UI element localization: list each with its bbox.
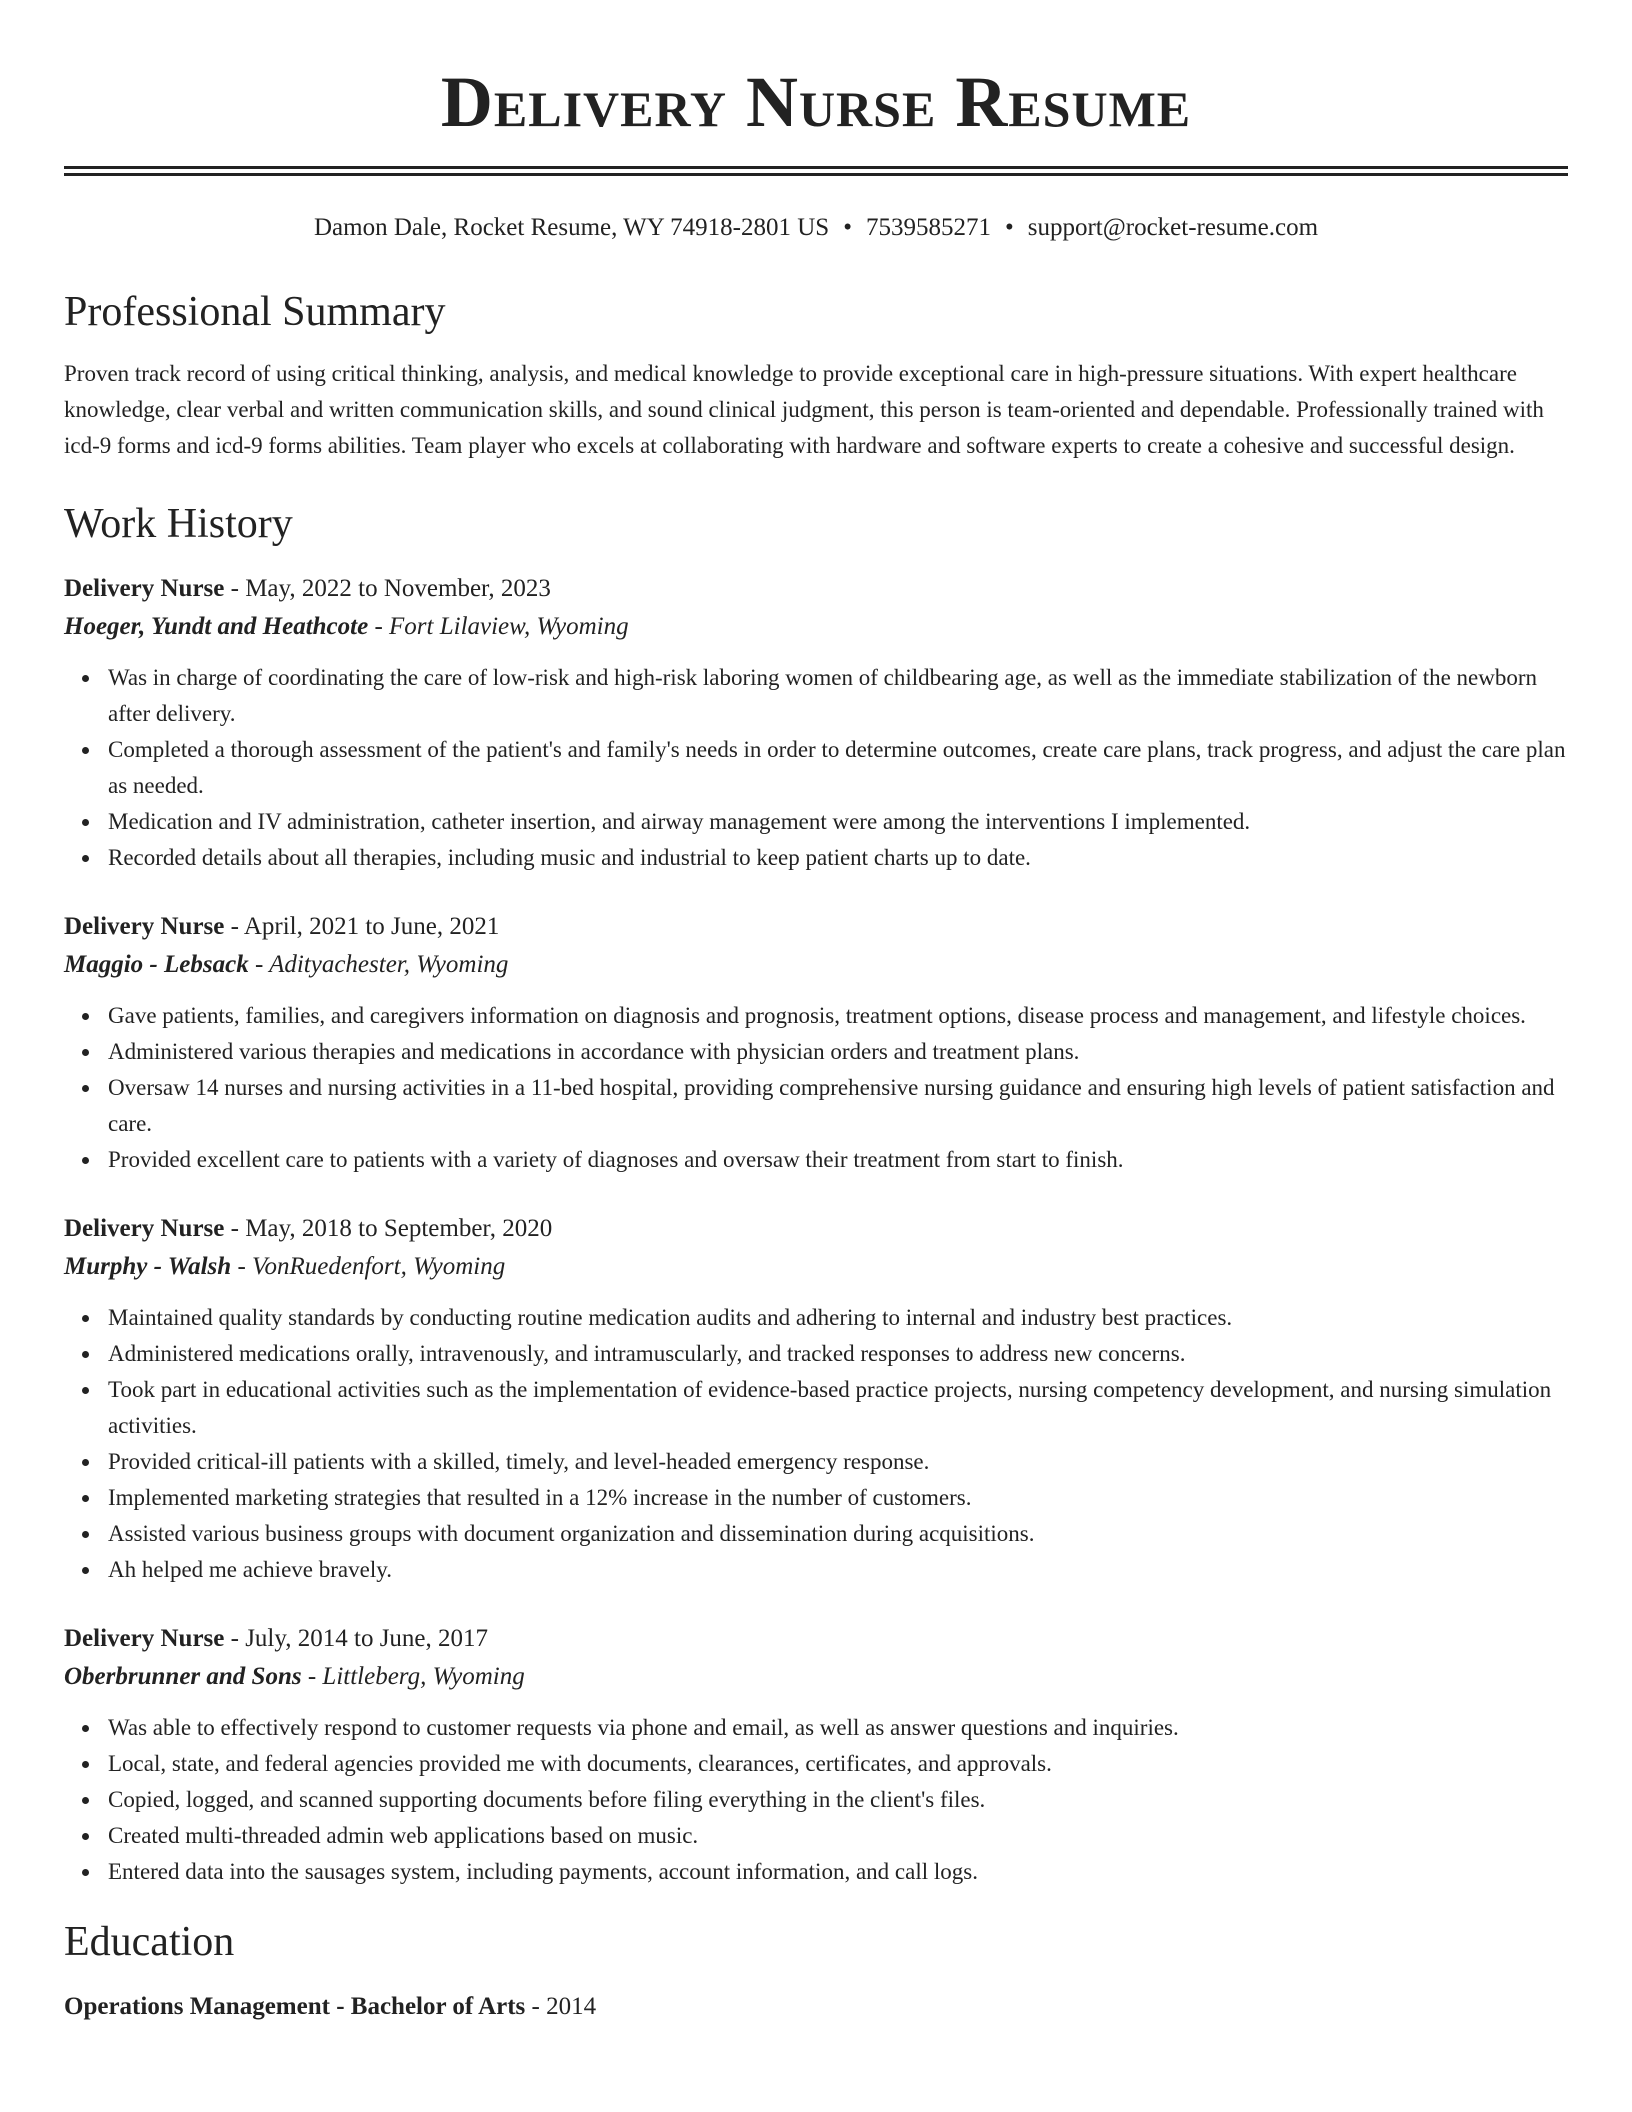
job-entry xyxy=(64,1210,1568,1588)
job-bullet: Assisted various business groups with document organization and dissemination during acquisitions. xyxy=(108,1516,1568,1552)
job-title-line xyxy=(64,1620,1568,1658)
contact-line xyxy=(64,212,1568,244)
job-company: Maggio - Lebsack xyxy=(64,951,249,978)
job-bullet: Provided excellent care to patients with a variety of diagnoses and oversaw their treatment from start to finish. xyxy=(108,1142,1568,1178)
job-bullet: Copied, logged, and scanned supporting documents before filing everything in the client's files. xyxy=(108,1782,1568,1818)
job-bullet: Oversaw 14 nurses and nursing activities in a 11-bed hospital, providing comprehensive nursing guidance and ensuring high levels of patient satisfaction and care. xyxy=(108,1070,1568,1142)
job-bullet: Was able to effectively respond to customer requests via phone and email, as well as answer questions and inquiries. xyxy=(108,1710,1568,1746)
job-location: - Fort Lilaview, Wyoming xyxy=(368,613,629,640)
job-company: Hoeger, Yundt and Heathcote xyxy=(64,613,369,640)
education-heading: Education xyxy=(64,1919,235,1965)
job-entry xyxy=(64,570,1568,876)
job-bullet: Administered medications orally, intravenously, and intramuscularly, and tracked responses to address new concerns. xyxy=(108,1336,1568,1372)
job-location: - Littleberg, Wyoming xyxy=(301,1663,525,1690)
contact-phone: 7539585271 xyxy=(865,214,991,241)
job-title-line xyxy=(64,570,1568,608)
job-company: Murphy - Walsh xyxy=(64,1253,232,1280)
job-dates: - July, 2014 to June, 2017 xyxy=(224,1625,489,1652)
job-bullet-list xyxy=(64,1710,1568,1890)
job-role: Delivery Nurse xyxy=(64,913,225,940)
job-location: - VonRuedenfort, Wyoming xyxy=(231,1253,506,1280)
job-bullet: Local, state, and federal agencies provided me with documents, clearances, certificates, and approvals. xyxy=(108,1746,1568,1782)
job-bullet: Implemented marketing strategies that resulted in a 12% increase in the number of customers. xyxy=(108,1480,1568,1516)
job-bullet: Entered data into the sausages system, including payments, account information, and call logs. xyxy=(108,1854,1568,1890)
job-dates: - May, 2018 to September, 2020 xyxy=(224,1215,553,1242)
contact-address: Damon Dale, Rocket Resume, WY 74918-2801 US xyxy=(313,214,830,241)
job-title-line xyxy=(64,908,1568,946)
job-entry xyxy=(64,908,1568,1178)
job-location: - Adityachester, Wyoming xyxy=(248,951,509,978)
job-bullet: Ah helped me achieve bravely. xyxy=(108,1552,1568,1588)
work-history-heading: Work History xyxy=(64,501,293,547)
job-dates: - April, 2021 to June, 2021 xyxy=(224,913,500,940)
title-divider xyxy=(64,166,1568,176)
job-bullet: Maintained quality standards by conducting routine medication audits and adhering to internal and industry best practices. xyxy=(108,1300,1568,1336)
job-company: Oberbrunner and Sons xyxy=(64,1663,302,1690)
education-year: - 2014 xyxy=(525,1993,597,2020)
job-bullet: Was in charge of coordinating the care of low-risk and high-risk laboring women of childbearing age, as well as the immediate stabilization of the newborn after delivery. xyxy=(108,660,1568,732)
contact-separator: • xyxy=(1004,214,1014,241)
job-bullet: Gave patients, families, and caregivers information on diagnosis and prognosis, treatment options, disease process and management, and lifestyle choices. xyxy=(108,998,1568,1034)
job-employer-line xyxy=(64,1248,1568,1286)
job-role: Delivery Nurse xyxy=(64,1215,225,1242)
job-bullet-list xyxy=(64,1300,1568,1588)
education-entry xyxy=(64,1988,1568,2026)
job-employer-line xyxy=(64,608,1568,646)
job-bullet: Took part in educational activities such as the implementation of evidence-based practice projects, nursing competency development, and nursing simulation activities. xyxy=(108,1372,1568,1444)
contact-email: support@rocket-resume.com xyxy=(1027,214,1319,241)
job-bullet: Administered various therapies and medications in accordance with physician orders and treatment plans. xyxy=(108,1034,1568,1070)
job-entry xyxy=(64,1620,1568,1890)
contact-separator: • xyxy=(843,214,852,241)
job-bullet-list xyxy=(64,660,1568,876)
job-bullet: Medication and IV administration, catheter insertion, and airway management were among the interventions I implemented. xyxy=(108,804,1568,840)
job-bullet: Provided critical-ill patients with a skilled, timely, and level-headed emergency response. xyxy=(108,1444,1568,1480)
job-dates: - May, 2022 to November, 2023 xyxy=(224,575,551,602)
job-employer-line xyxy=(64,946,1568,984)
resume-title: Delivery Nurse Resume xyxy=(440,62,1192,142)
job-bullet: Recorded details about all therapies, including music and industrial to keep patient charts up to date. xyxy=(108,840,1568,876)
job-bullet: Created multi-threaded admin web applications based on music. xyxy=(108,1818,1568,1854)
job-title-line xyxy=(64,1210,1568,1248)
summary-heading: Professional Summary xyxy=(64,289,446,335)
job-bullet-list xyxy=(64,998,1568,1178)
summary-text: Proven track record of using critical thinking, analysis, and medical knowledge to provide exceptional care in high-pressure situations. With expert healthcare knowledge, clear verbal and written communication skills, and sound clinical judgment, this person is team-oriented and dependable. Professionally trained with icd-9 forms and icd-9 forms abilities. Team player who excels at collaborating with hardware and software experts to create a cohesive and successful design. xyxy=(64,361,1544,458)
job-bullet: Completed a thorough assessment of the patient's and family's needs in order to determine outcomes, create care plans, track progress, and adjust the care plan as needed. xyxy=(108,732,1568,804)
job-role: Delivery Nurse xyxy=(64,1625,225,1652)
job-role: Delivery Nurse xyxy=(64,575,225,602)
education-degree: Operations Management - Bachelor of Arts xyxy=(64,1993,526,2020)
job-employer-line xyxy=(64,1658,1568,1696)
